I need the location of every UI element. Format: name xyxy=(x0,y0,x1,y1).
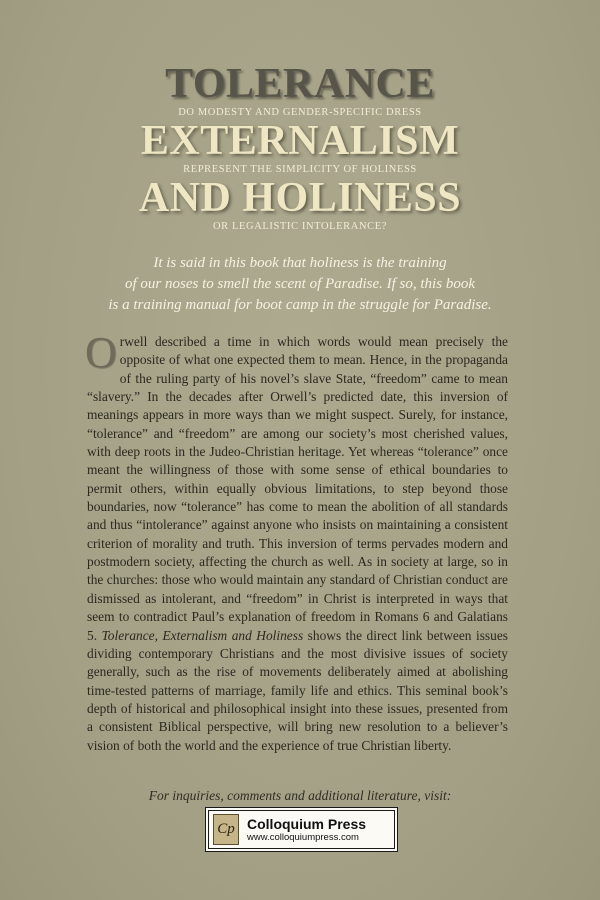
book-description xyxy=(85,328,508,755)
title-externalism: EXTERNALISM xyxy=(140,118,460,164)
book-title-italic: Tolerance, Externalism and Holiness xyxy=(101,627,304,643)
colloquium-press-logo xyxy=(208,810,395,849)
publisher-url: www.colloquiumpress.com xyxy=(247,831,359,843)
cp-logo-icon: Cp xyxy=(213,814,239,845)
subtitle-line-2: REPRESENT THE SIMPLICITY OF HOLINESS xyxy=(183,164,417,175)
publisher-name: Colloquium Press xyxy=(247,815,367,832)
description-text-b: shows the direct link between issues dividing contemporary Christians and the most divisive issues of society generally, such as the rise of movements deliberately aimed at abolishing time-tested patterns of marriage, family life and ethics. This seminal book’s depth of historical and philosophical insight into these issues, presented from a consistent Biblical perspective, will bring new resolution to a believer’s vision of both the world and the experience of true Christian liberty. xyxy=(87,627,508,753)
subtitle-line-3: OR LEGALISTIC INTOLERANCE? xyxy=(212,221,388,232)
inquiries-note: For inquiries, comments and additional literature, visit: xyxy=(148,788,452,803)
title-tolerance: TOLERANCE xyxy=(165,61,435,107)
description-text-a: rwell described a time in which words would mean precisely the opposite of what one expected them to mean. Hence, in the propaganda of the ruling party of his novel’s slave State, “freedom” came to mean “slavery.” In the decades after Orwell’s predicted date, this inversion of meanings appears in more ways than we might suspect. Surely, for instance, “tolerance” and “freedom” are among our society’s most cherished values, with deep roots in the Judeo-Christian heritage. Yet whereas “tolerance” once meant the willingness of those with some sense of ethical boundaries to permit others, within equally obvious limitations, to step beyond those boundaries, now “tolerance” has come to mean the abolition of all standards and thus “intolerance” against anyone who insists on maintaining a consistent criterion of morality and truth. This inversion of terms pervades modern and postmodern society, affecting the church as well. As in society at large, so in the churches: those who would maintain any standard of Christian conduct are dismissed as intolerant, and “freedom” in Christ is interpreted in ways that seem to contradict Paul’s explanation of freedom in Romans 6 and Galatians 5. xyxy=(87,334,508,643)
pull-quote-line: of our noses to smell the scent of Paradise. If so, this book xyxy=(125,276,475,292)
title-block xyxy=(0,62,600,233)
subtitle-line-1: DO MODESTY AND GENDER-SPECIFIC DRESS xyxy=(178,107,422,118)
pull-quote xyxy=(0,253,600,316)
pull-quote-line: is a training manual for boot camp in the struggle for Paradise. xyxy=(108,297,492,313)
drop-cap: O xyxy=(85,328,117,377)
pull-quote-line: It is said in this book that holiness is the training xyxy=(153,255,447,271)
logo-text xyxy=(247,816,366,844)
title-and-holiness: AND HOLINESS xyxy=(138,175,462,221)
